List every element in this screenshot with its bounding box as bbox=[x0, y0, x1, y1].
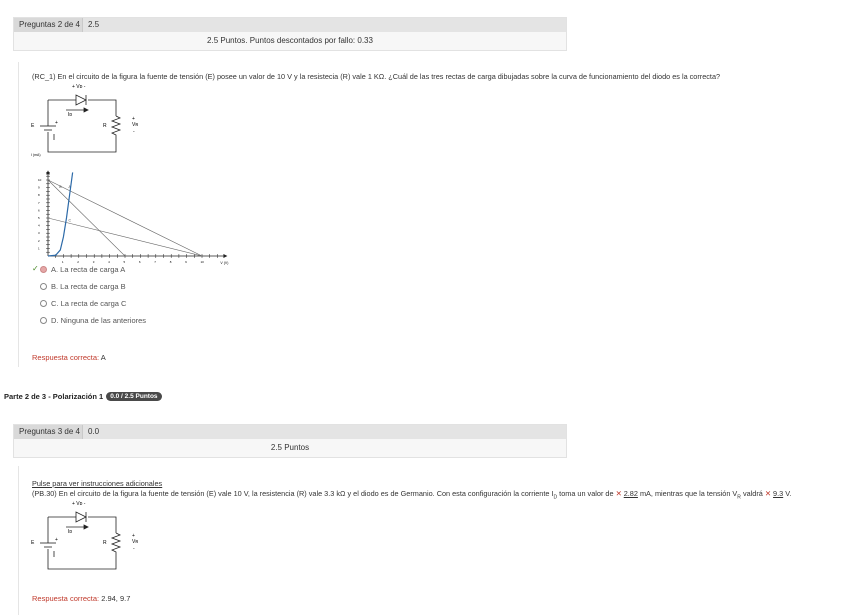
vr-plus: + bbox=[132, 533, 135, 539]
question-score: 0.0 bbox=[82, 425, 566, 439]
diode-load-line-chart bbox=[28, 150, 238, 266]
points-info: 2.5 Puntos. Puntos descontados por fallo: 0.33 bbox=[14, 32, 566, 50]
load-line-a bbox=[48, 180, 202, 256]
r-label: R bbox=[103, 123, 107, 129]
x-tick-label: 8 bbox=[169, 260, 172, 264]
load-line-b bbox=[48, 180, 125, 256]
vr-minus: - bbox=[133, 546, 135, 552]
option-c[interactable] bbox=[40, 299, 126, 308]
instructions-link[interactable]: Pulse para ver instrucciones adicionales bbox=[32, 479, 163, 488]
y-tick-label: 3 bbox=[38, 231, 40, 236]
load-line-label-a: A bbox=[68, 185, 71, 190]
correct-answer-2 bbox=[32, 353, 106, 362]
load-line-label-b: B bbox=[59, 185, 62, 190]
e-label: E bbox=[31, 123, 35, 129]
option-b[interactable] bbox=[40, 282, 126, 291]
option-c-label: C. La recta de carga C bbox=[51, 299, 127, 308]
question-2-header bbox=[13, 17, 567, 51]
question-3-box bbox=[18, 466, 19, 615]
part-title: Parte 2 de 3 - Polarización 1 bbox=[4, 392, 104, 401]
id-label: Iᴅ bbox=[68, 529, 73, 535]
y-tick-label: 10 bbox=[38, 178, 42, 182]
y-tick-label: 2 bbox=[38, 238, 40, 243]
correct-answer-3 bbox=[32, 594, 130, 603]
vr-minus: - bbox=[133, 129, 135, 135]
y-tick-label: 4 bbox=[38, 223, 40, 228]
y-tick-label: 7 bbox=[38, 200, 40, 205]
x-tick-label: 9 bbox=[185, 260, 187, 264]
option-a[interactable] bbox=[40, 265, 125, 274]
x-tick-label: 2 bbox=[77, 260, 79, 264]
radio-c[interactable] bbox=[40, 300, 47, 307]
correct-answer-label: Respuesta correcta: bbox=[32, 353, 100, 362]
q3-text-b: toma un valor de bbox=[557, 489, 616, 498]
vd-label: + Vᴅ - bbox=[72, 501, 86, 507]
r-label: R bbox=[103, 540, 107, 546]
x-tick-label: 7 bbox=[154, 260, 156, 264]
e-label: E bbox=[31, 540, 35, 546]
q3-text-d: valdrá bbox=[740, 489, 765, 498]
q3-sub-d: D bbox=[553, 494, 558, 501]
option-a-label: A. La recta de carga A bbox=[51, 265, 126, 274]
load-line-label-c: C bbox=[68, 218, 72, 223]
q3-text-c: mA, mientras que la tensión V bbox=[637, 489, 738, 498]
question-score: 2.5 bbox=[82, 18, 566, 32]
correct-answer-value: 2.94, 9.7 bbox=[99, 594, 131, 603]
question-2-text: (RC_1) En el circuito de la figura la fuente de tensión (E) posee un valor de 10 V y la resistecia (R) vale 1 KΩ. ¿Cuál de las tres rectas de carga dibujadas sobre la curva de funcionamiento del diodo es la correcta? bbox=[32, 72, 721, 81]
id-label: Iᴅ bbox=[68, 112, 73, 118]
x-tick-label: 5 bbox=[123, 260, 126, 264]
radio-a[interactable] bbox=[40, 266, 47, 273]
part-score-badge: 0.0 / 2.5 Puntos bbox=[106, 392, 161, 401]
x-axis-arrow bbox=[223, 254, 227, 258]
question-number: Preguntas 3 de 4 bbox=[19, 427, 80, 436]
part-heading bbox=[4, 392, 162, 401]
plus-sign: + bbox=[55, 120, 58, 126]
radio-b[interactable] bbox=[40, 283, 47, 290]
x-tick-label: 3 bbox=[92, 260, 95, 264]
plus-sign: + bbox=[55, 537, 58, 543]
q3-text-e: V. bbox=[783, 489, 792, 498]
circuit-diagram bbox=[28, 80, 148, 156]
wrong-mark-icon: ✕ bbox=[615, 489, 622, 498]
y-tick-label: 5 bbox=[38, 216, 40, 220]
correct-answer-value: A bbox=[99, 353, 106, 362]
circuit-diagram-2 bbox=[28, 497, 148, 573]
answer-voltage-input[interactable]: 9.3 bbox=[773, 489, 784, 498]
correct-answer-label: Respuesta correcta: bbox=[32, 594, 100, 603]
x-tick-label: 6 bbox=[138, 260, 141, 264]
correct-checkmark: ✓ bbox=[32, 264, 39, 273]
vr-label: Vʀ bbox=[132, 539, 139, 545]
vr-label: Vʀ bbox=[132, 122, 139, 128]
answer-current-input[interactable]: 2.82 bbox=[623, 489, 638, 498]
x-tick-label: 10 bbox=[200, 260, 204, 264]
y-tick-label: 1 bbox=[38, 246, 40, 251]
y-axis-label: I (mA) bbox=[31, 153, 41, 157]
vr-plus: + bbox=[132, 116, 135, 122]
y-tick-label: 9 bbox=[38, 185, 40, 190]
option-d[interactable] bbox=[40, 316, 146, 325]
radio-d[interactable] bbox=[40, 317, 47, 324]
option-d-label: D. Ninguna de las anteriores bbox=[51, 316, 147, 325]
question-3-header bbox=[13, 424, 567, 458]
x-tick-label: 4 bbox=[108, 260, 110, 264]
load-line-c bbox=[48, 218, 202, 256]
y-tick-label: 6 bbox=[38, 208, 40, 213]
x-axis-label: V (V) bbox=[220, 261, 229, 265]
vd-label: + Vᴅ - bbox=[72, 84, 86, 90]
option-b-label: B. La recta de carga B bbox=[51, 282, 126, 291]
q3-text-a: (PB.30) En el circuito de la figura la fuente de tensión (E) vale 10 V, la resistencia (R) vale 3.3 kΩ y el diodo es de Germanio. Con esta configuración la corriente I bbox=[32, 489, 554, 498]
wrong-mark-icon: ✕ bbox=[764, 489, 771, 498]
question-2-box bbox=[18, 62, 19, 367]
question-number: Preguntas 2 de 4 bbox=[19, 20, 80, 29]
x-tick-label: 1 bbox=[61, 260, 64, 264]
points-info: 2.5 Puntos bbox=[14, 439, 566, 457]
y-tick-label: 8 bbox=[38, 193, 40, 198]
q3-sub-r: R bbox=[737, 494, 741, 501]
